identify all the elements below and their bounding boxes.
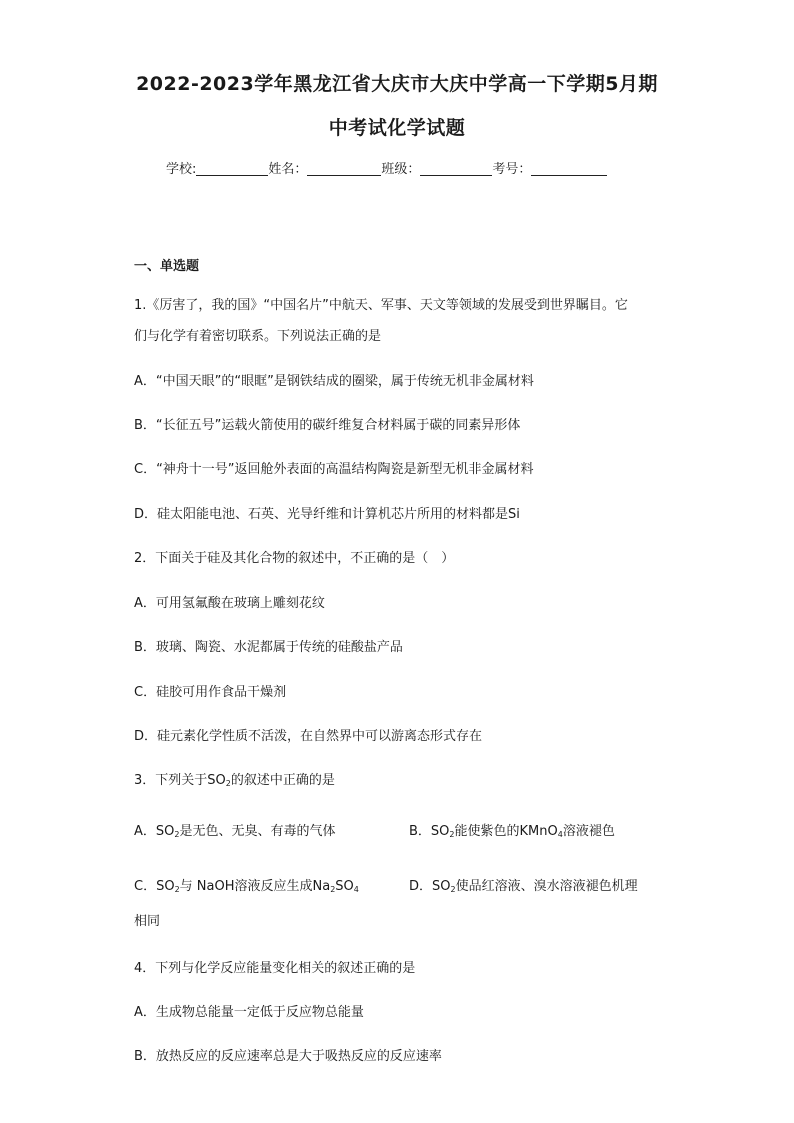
- q3-option-b: B．$SO_2$能使紫色的KMnO$_4$溶液褪色: [409, 824, 615, 839]
- q1-option-d: D．硅太阳能电池、石英、光导纤维和计算机芯片所用的材料都是Si: [134, 507, 520, 522]
- q4-option-a: A．生成物总能量一定低于反应物总能量: [134, 1005, 364, 1020]
- q3-option-d: D．$SO_2$使品红溶液、溴水溶液褪色机理: [409, 879, 638, 894]
- school-label: 学校:: [166, 162, 197, 177]
- exam-no-blank[interactable]: [531, 161, 607, 176]
- q4-stem: 4．下列与化学反应能量变化相关的叙述正确的是: [134, 961, 416, 976]
- section-title: 一、单选题: [134, 259, 200, 274]
- class-label: 班级：: [381, 162, 421, 177]
- q2-option-d: D．硅元素化学性质不活泼，在自然界中可以游离态形式存在: [134, 729, 483, 744]
- q3-option-d-continued: 相同: [134, 914, 161, 929]
- q1-option-b: B．“长征五号”运载火箭使用的碳纤维复合材料属于碳的同素异形体: [134, 418, 521, 433]
- class-blank[interactable]: [420, 161, 492, 176]
- student-info-row: [166, 158, 607, 177]
- q2-stem: 2．下面关于硅及其化合物的叙述中，不正确的是（ ）: [134, 551, 455, 566]
- exam-no-label: 考号：: [492, 162, 532, 177]
- q1-option-c: C．“神舟十一号”返回舱外表面的高温结构陶瓷是新型无机非金属材料: [134, 462, 534, 477]
- q2-option-c: C．硅胶可用作食品干燥剂: [134, 685, 287, 700]
- q4-option-b: B．放热反应的反应速率总是大于吸热反应的反应速率: [134, 1049, 442, 1064]
- q3-option-a: A．$SO_2$是无色、无臭、有毒的气体: [134, 824, 336, 839]
- q3-stem: 3．下列关于$SO_2$的叙述中正确的是: [134, 773, 335, 788]
- q1-stem-line1: 1.《厉害了，我的国》“中国名片”中航天、军事、天文等领域的发展受到世界瞩目。它: [134, 298, 628, 313]
- name-label: 姓名：: [268, 162, 308, 177]
- exam-title-line1: 2022-2023学年黑龙江省大庆市大庆中学高一下学期5月期: [136, 73, 658, 95]
- q2-option-b: B．玻璃、陶瓷、水泥都属于传统的硅酸盐产品: [134, 640, 403, 655]
- q2-option-a: A．可用氢氟酸在玻璃上雕刻花纹: [134, 596, 325, 611]
- q3-option-c: C．$SO_2$与 NaOH溶液反应生成$Na_2SO_4$: [134, 879, 359, 894]
- school-blank[interactable]: [196, 161, 268, 176]
- q1-option-a: A．“中国天眼”的“眼眶”是钢铁结成的圈梁，属于传统无机非金属材料: [134, 374, 534, 389]
- q1-stem-line2: 们与化学有着密切联系。下列说法正确的是: [134, 329, 382, 344]
- name-blank[interactable]: [307, 161, 381, 176]
- exam-title-line2: 中考试化学试题: [328, 117, 466, 139]
